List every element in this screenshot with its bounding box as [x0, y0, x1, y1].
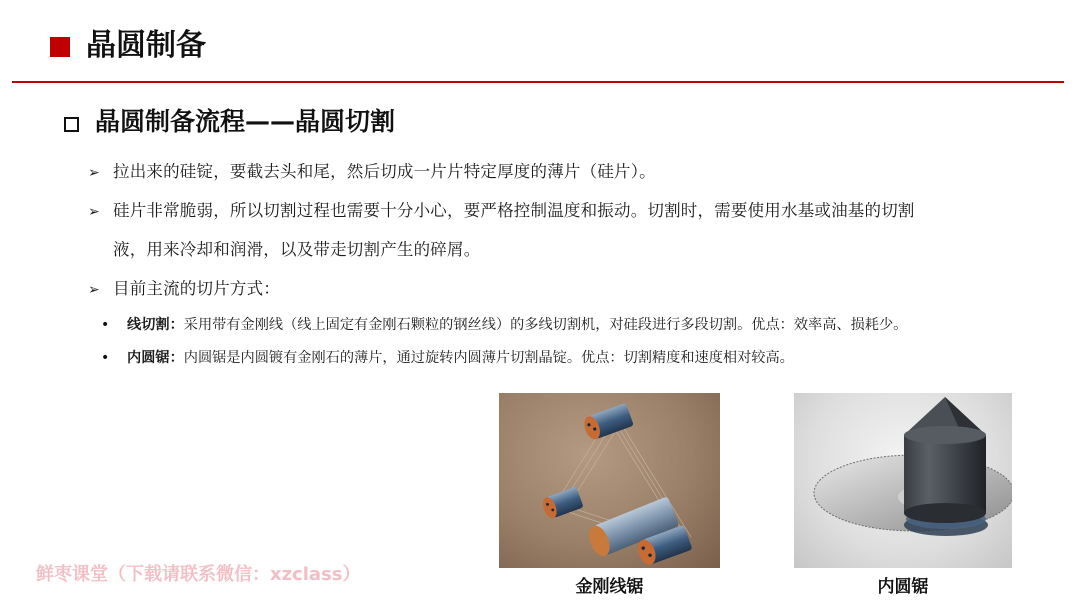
title-divider — [12, 81, 1064, 83]
bullet-text: 目前主流的切片方式： — [113, 279, 280, 298]
method-desc: 内圆锯是内圆镀有金刚石的薄片，通过旋转内圆薄片切割晶锭。优点：切割精度和速度相对较高。 — [183, 350, 794, 366]
bullet-text: 硅片非常脆弱，所以切割过程也需要十分小心，要严格控制温度和振动。切割时，需要使用水基或油基的切割 — [113, 201, 915, 220]
arrow-bullet-icon: ➢ — [88, 282, 100, 298]
method-desc: 采用带有金刚线（线上固定有金刚石颗粒的钢丝线）的多线切割机，对硅段进行多段切割。优点：效率高、损耗少。 — [183, 317, 908, 333]
figure-caption: 金刚线锯 — [575, 577, 644, 597]
bullet-text-continued: 液，用来冷却和润滑，以及带走切割产生的碎屑。 — [113, 240, 481, 259]
method-item — [127, 315, 907, 335]
section-heading: 晶圆制备流程——晶圆切割 — [95, 107, 396, 136]
bullet-text: 拉出来的硅锭，要截去头和尾，然后切成一片片特定厚度的薄片（硅片）。 — [113, 162, 656, 181]
inner-diameter-saw-image — [794, 393, 1012, 568]
arrow-bullet-icon: ➢ — [88, 204, 100, 220]
method-name: 内圆锯： — [127, 350, 184, 366]
section-checkbox-icon — [64, 117, 79, 132]
watermark: 鲜枣课堂（下载请联系微信：xzclass） — [36, 564, 361, 585]
method-item — [127, 348, 794, 368]
dot-bullet-icon: • — [101, 350, 110, 366]
arrow-bullet-icon: ➢ — [88, 165, 100, 181]
dot-bullet-icon: • — [101, 317, 110, 333]
diamond-wire-saw-image — [499, 393, 720, 568]
slide-title: 晶圆制备 — [86, 28, 206, 63]
figure-caption: 内圆锯 — [877, 577, 929, 597]
method-name: 线切割： — [127, 317, 184, 333]
title-marker-icon — [50, 37, 70, 57]
